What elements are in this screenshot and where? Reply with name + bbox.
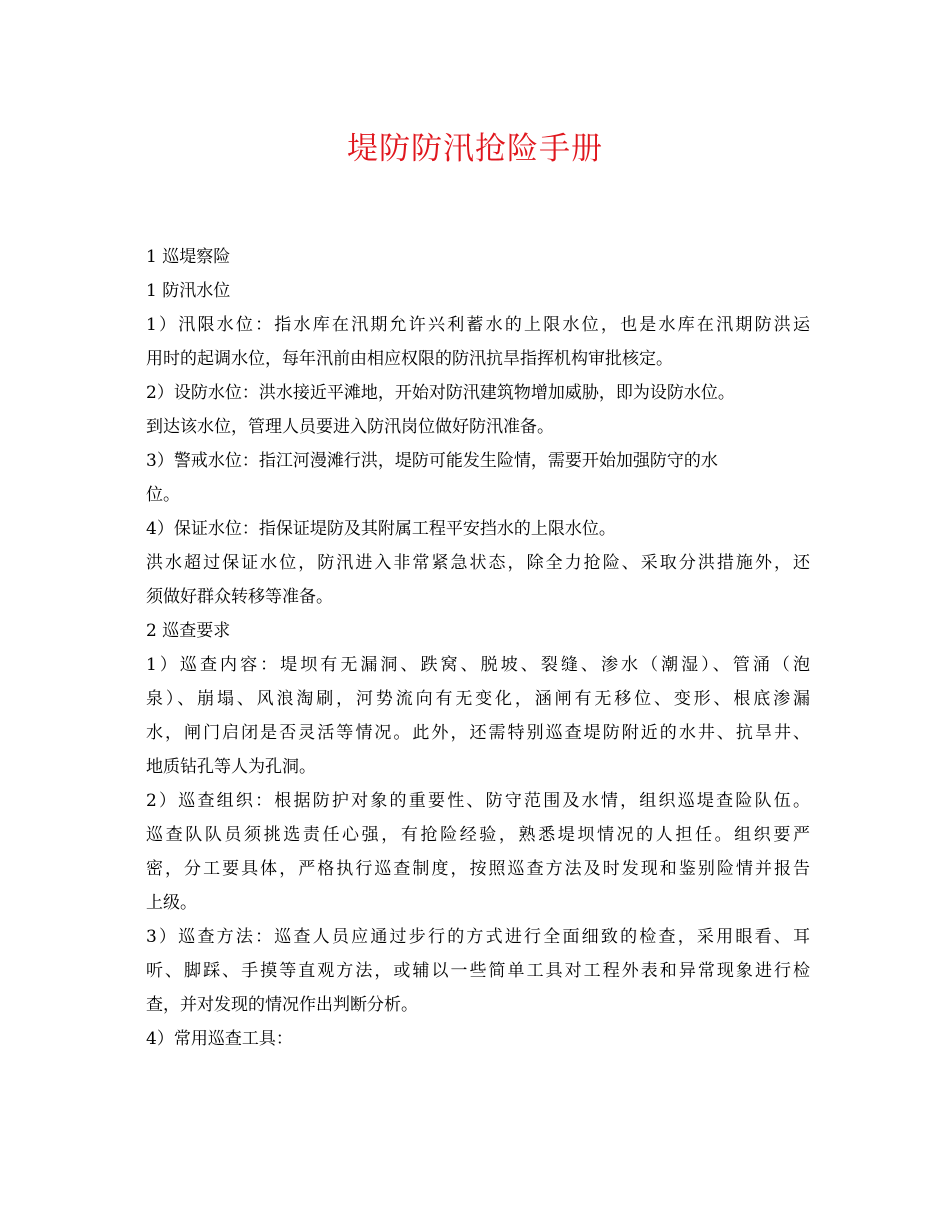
document-title: 堤防防汛抢险手册 bbox=[347, 131, 603, 167]
document-line: 3）巡查方法：巡查人员应通过步行的方式进行全面细致的检查，采用眼看、耳 bbox=[146, 927, 810, 947]
document-line: 听、脚踩、手摸等直观方法，或辅以一些简单工具对工程外表和异常现象进行检 bbox=[146, 961, 810, 981]
document-line: 2）设防水位：洪水接近平滩地，开始对防汛建筑物增加威胁，即为设防水位。 bbox=[146, 383, 735, 403]
document-line: 1）巡查内容：堤坝有无漏洞、跌窝、脱坡、裂缝、渗水（潮湿）、管涌（泡 bbox=[146, 655, 810, 675]
document-line: 用时的起调水位，每年汛前由相应权限的防汛抗旱指挥机构审批核定。 bbox=[146, 349, 673, 369]
document-line: 洪水超过保证水位，防汛进入非常紧急状态，除全力抢险、采取分洪措施外，还 bbox=[146, 553, 810, 573]
document-line: 4）保证水位：指保证堤防及其附属工程平安挡水的上限水位。 bbox=[146, 519, 616, 539]
document-line: 1 巡堤察险 bbox=[146, 247, 231, 267]
document-line: 1 防汛水位 bbox=[146, 281, 231, 301]
document-line: 位。 bbox=[146, 485, 180, 505]
document-body bbox=[146, 240, 810, 1056]
document-line: 密，分工要具体，严格执行巡查制度，按照巡查方法及时发现和鉴别险情并报告 bbox=[146, 859, 810, 879]
document-line: 2 巡查要求 bbox=[146, 621, 231, 641]
document-line: 1）汛限水位：指水库在汛期允许兴利蓄水的上限水位，也是水库在汛期防洪运 bbox=[146, 315, 810, 335]
document-line: 2）巡查组织：根据防护对象的重要性、防守范围及水情，组织巡堤查险队伍。 bbox=[146, 791, 810, 811]
document-line: 查，并对发现的情况作出判断分析。 bbox=[146, 995, 418, 1015]
document-line: 到达该水位，管理人员要进入防汛岗位做好防汛准备。 bbox=[146, 417, 554, 437]
document-line: 3）警戒水位：指江河漫滩行洪，堤防可能发生险情，需要开始加强防守的水 bbox=[146, 451, 718, 471]
document-line: 泉）、崩塌、风浪淘刷，河势流向有无变化，涵闸有无移位、变形、根底渗漏 bbox=[146, 689, 810, 709]
document-line: 水，闸门启闭是否灵活等情况。此外，还需特别巡查堤防附近的水井、抗旱井、 bbox=[146, 723, 810, 743]
document-line: 地质钻孔等人为孔洞。 bbox=[146, 757, 316, 777]
document-line: 须做好群众转移等准备。 bbox=[146, 587, 333, 607]
document-line: 上级。 bbox=[146, 893, 197, 913]
document-line: 4）常用巡查工具： bbox=[146, 1029, 293, 1049]
document-line: 巡查队队员须挑选责任心强，有抢险经验，熟悉堤坝情况的人担任。组织要严 bbox=[146, 825, 810, 845]
